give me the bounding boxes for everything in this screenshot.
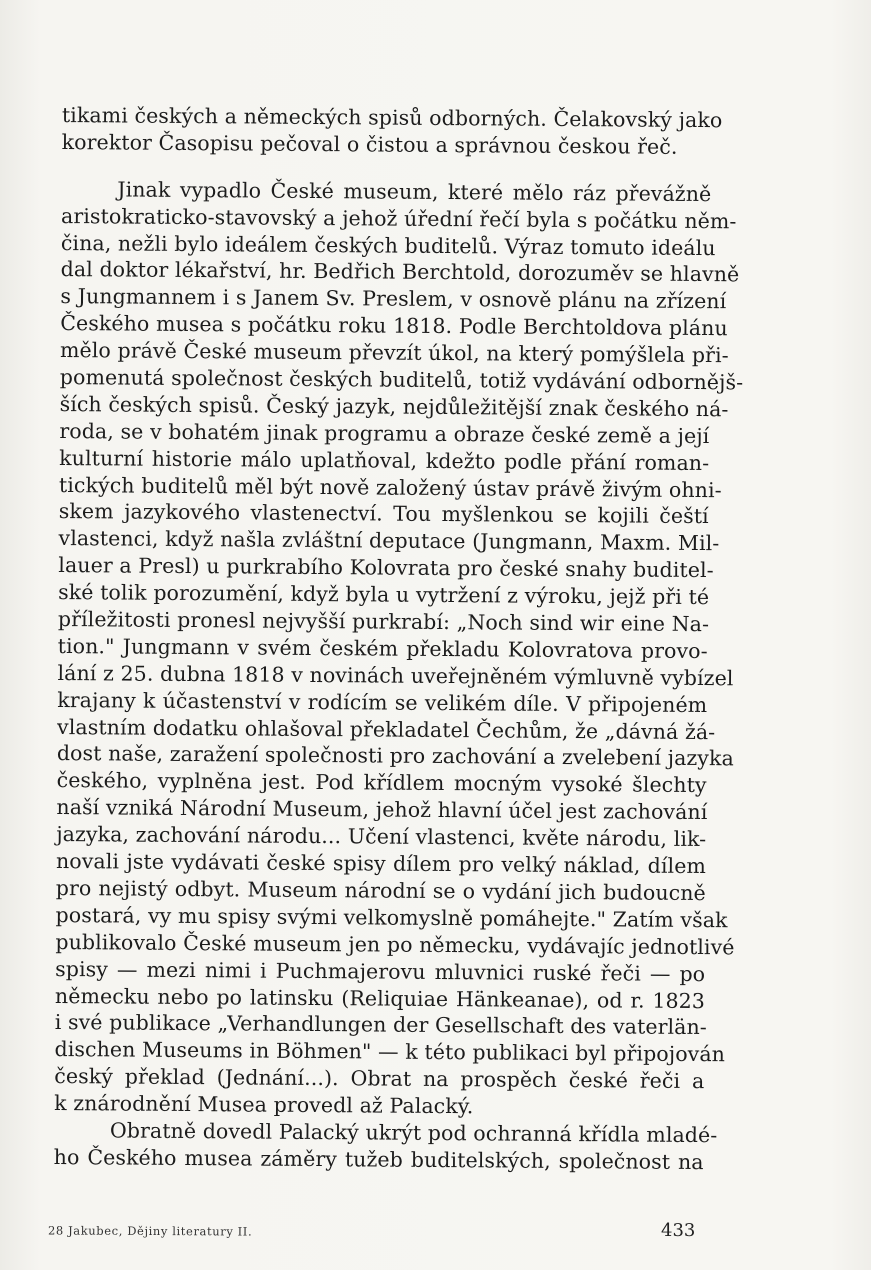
page-number: 433 bbox=[661, 1220, 696, 1241]
paragraph-3 bbox=[53, 1117, 718, 1176]
signature-mark: 28 Jakubec, Dějiny literatury II. bbox=[47, 1223, 253, 1239]
text-line: tických buditelů měl být nově založený ústav právě živým ohni- bbox=[58, 472, 722, 502]
text-line: ších českých spisů. Český jazyk, nejdůležitější znak českého ná- bbox=[59, 391, 729, 422]
text-line: Českého musea s počátku roku 1818. Podle Berchtoldova plánu bbox=[60, 311, 728, 341]
paragraph-2 bbox=[54, 176, 744, 1122]
text-line: pro nejistý odbyt. Museum národní se o vydání jich budoucně bbox=[55, 875, 706, 906]
text-line: českého, vyplněna jest. Pod křídlem mocným vysoké šlechty bbox=[56, 768, 707, 798]
text-line: český překlad (Jednání...). Obrat na prospěch české řeči a bbox=[54, 1064, 705, 1094]
text-line: ské tolik porozumění, když byla u vytržení z výroku, jejž při té bbox=[58, 580, 710, 610]
text-line: dischen Museums in Böhmen" — k této publikaci byl připojován bbox=[54, 1037, 726, 1067]
text-line: ho Českého musea záměry tužeb buditelských, společnost na bbox=[53, 1144, 704, 1174]
text-line: mělo právě České museum převzít úkol, na který pomýšlela při- bbox=[59, 338, 729, 368]
text-line: skem jazykového vlastenectví. Tou myšlenkou se kojili čeští bbox=[58, 499, 709, 529]
text-line: čina, nežli bylo ideálem českých buditelů. Výraz tomuto ideálu bbox=[60, 230, 716, 260]
text-line: kulturní historie málo uplatňoval, kdežto podle přání roman- bbox=[59, 445, 710, 475]
text-line: vlastním dodatku ohlašoval překladatel Čechům, že „dávná žá- bbox=[57, 714, 716, 744]
text-line: k znárodnění Musea provedl až Palacký. bbox=[54, 1091, 474, 1119]
text-line: postará, vy mu spisy svými velkomyslně pomáhejte." Zatím však bbox=[55, 902, 728, 933]
text-line: roda, se v bohatém jinak programu a obraze české země a její bbox=[59, 418, 710, 448]
text-line: jazyka, zachování národu... Učení vlastenci, květe národu, lik- bbox=[56, 822, 707, 852]
text-line: tikami českých a německých spisů odborných. Čelakovský jako bbox=[61, 102, 723, 133]
text-line: lauer a Presl) u purkrabího Kolovrata pro české snahy buditel- bbox=[58, 553, 714, 583]
text-line: naší vzniká Národní Museum, jehož hlavní účel jest zachování bbox=[56, 795, 708, 825]
body-text bbox=[53, 102, 744, 1176]
text-line: německu nebo po latinsku (Reliquiae Hänkeanae), od r. 1823 bbox=[54, 983, 706, 1013]
text-line: korektor Časopisu pečoval o čistou a správnou českou řeč. bbox=[61, 129, 678, 159]
text-line: spisy — mezi nimi i Puchmajerovu mluvnici ruské řeči — po bbox=[55, 956, 706, 986]
text-line: dal doktor lékařství, hr. Bedřich Berchtold, dorozuměv se hlavně bbox=[60, 257, 740, 287]
text-line: novali jste vydávati české spisy dílem pro velký náklad, dílem bbox=[55, 849, 707, 879]
text-line: Obratně dovedl Palacký ukrýt pod ochranná křídla mladé- bbox=[109, 1118, 718, 1148]
text-line: příležitosti pronesl nejvyšší purkrabí: „Noch sind wir eine Na- bbox=[57, 607, 710, 637]
text-line: Jinak vypadlo České museum, které mělo ráz převážně bbox=[117, 177, 712, 206]
paragraph-1 bbox=[61, 102, 723, 161]
text-line: pomenutá společnost českých buditelů, totiž vydávání odbornějš- bbox=[59, 365, 744, 395]
text-line: aristokraticko-stavovský a jehož úřední řečí byla s počátku něm- bbox=[61, 203, 737, 233]
text-line: publikovalo České museum jen po německu, vydávajíc jednotlivé bbox=[55, 929, 735, 960]
text-line: krajany k účastenství v rodícím se velikém díle. V připojeném bbox=[57, 687, 708, 717]
text-line: tion." Jungmann v svém českém překladu Kolovratova provo- bbox=[57, 633, 708, 664]
text-line: vlastenci, když našla zvláštní deputace (Jungmann, Maxm. Mil- bbox=[58, 526, 720, 556]
text-line: i své publikace „Verhandlungen der Gesellschaft des vaterlän- bbox=[54, 1010, 707, 1040]
text-line: dost naše, zaražení společnosti pro zachování a zvelebení jazyka bbox=[56, 741, 734, 771]
text-line: lání z 25. dubna 1818 v novinách uveřejněném výmluvně vybízel bbox=[57, 660, 734, 691]
text-line: s Jungmannem i s Janem Sv. Preslem, v osnově plánu na zřízení bbox=[60, 284, 727, 314]
